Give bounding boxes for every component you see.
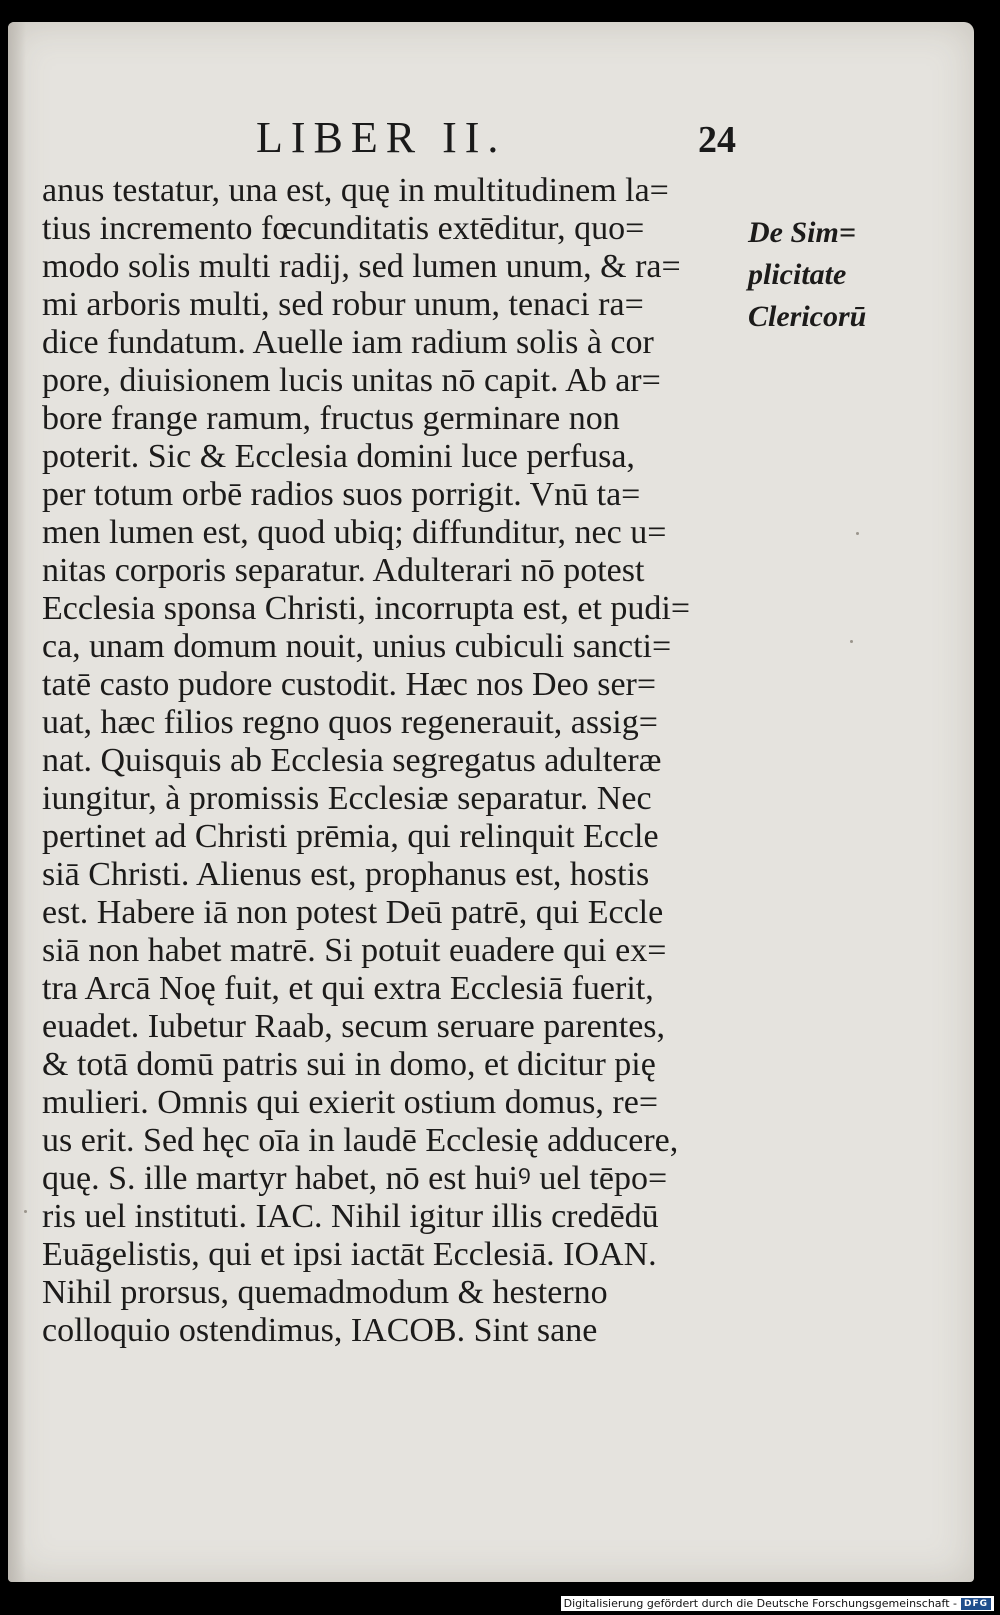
page-number: 24 — [698, 119, 736, 161]
text-line: tius incremento fœcunditatis extēditur, quo= — [42, 210, 645, 247]
text-line: euadet. Iubetur Raab, secum seruare parentes, — [42, 1008, 666, 1045]
marginal-note — [748, 212, 866, 338]
paper-speck — [856, 532, 859, 535]
text-line: siā non habet matrē. Si potuit euadere qui ex= — [42, 932, 667, 969]
text-line: ca, unam domum nouit, unius cubiculi sancti= — [42, 628, 672, 665]
text-line: nitas corporis separatur. Adulterari nō potest — [42, 552, 645, 589]
credit-text: Digitalisierung gefördert durch die Deutsche Forschungsgemeinschaft - — [563, 1597, 957, 1610]
text-line: per totum orbē radios suos porrigit. Vnū ta= — [42, 476, 641, 513]
page-gutter-shadow — [8, 22, 26, 1582]
text-line: colloquio ostendimus, IACOB. Sint sane — [42, 1312, 598, 1349]
text-line: men lumen est, quod ubiq; diffunditur, nec u= — [42, 514, 667, 551]
digitization-credit — [561, 1596, 994, 1611]
body-text — [42, 172, 758, 1350]
text-line: iungitur, à promissis Ecclesiæ separatur. Nec — [42, 780, 652, 817]
text-line: nat. Quisquis ab Ecclesia segregatus adulteræ — [42, 742, 662, 779]
text-line: mulieri. Omnis qui exierit ostium domus, re= — [42, 1084, 659, 1121]
text-line: poterit. Sic & Ecclesia domini luce perfusa, — [42, 438, 635, 475]
paper-speck — [850, 640, 853, 643]
text-line: ris uel instituti. IAC. Nihil igitur illis credēdū — [42, 1198, 659, 1235]
text-line: tatē casto pudore custodit. Hæc nos Deo ser= — [42, 666, 657, 703]
text-line: Euāgelistis, qui et ipsi iactāt Ecclesiā. IOAN. — [42, 1236, 657, 1273]
text-line: mi arboris multi, sed robur unum, tenaci ra= — [42, 286, 644, 323]
book-page — [8, 22, 974, 1582]
text-line: & totā domū patris sui in domo, et dicitur pię — [42, 1046, 656, 1083]
dfg-logo: DFG — [961, 1598, 991, 1610]
text-line: pore, diuisionem lucis unitas nō capit. Ab ar= — [42, 362, 661, 399]
text-line: Nihil prorsus, quemadmodum & hesterno — [42, 1274, 608, 1311]
text-line: modo solis multi radij, sed lumen unum, & ra= — [42, 248, 681, 285]
marginal-note-line: plicitate — [748, 258, 847, 291]
marginal-note-line: De Sim= — [748, 216, 856, 249]
text-line: uat, hæc filios regno quos regenerauit, assig= — [42, 704, 658, 741]
text-line: siā Christi. Alienus est, prophanus est, hostis — [42, 856, 650, 893]
text-line: bore frange ramum, fructus germinare non — [42, 400, 620, 437]
text-line: anus testatur, una est, quę in multitudinem la= — [42, 172, 669, 209]
running-head: LIBER II. — [256, 113, 507, 162]
paper-speck — [24, 1210, 27, 1213]
text-line: Ecclesia sponsa Christi, incorrupta est, et pudi= — [42, 590, 691, 627]
text-line: est. Habere iā non potest Deū patrē, qui Eccle — [42, 894, 664, 931]
text-line: pertinet ad Christi prēmia, qui relinquit Eccle — [42, 818, 659, 855]
marginal-note-line: Clericorū — [748, 300, 867, 333]
text-line: us erit. Sed hęc oīa in laudē Ecclesię adducere, — [42, 1122, 679, 1159]
text-line: dice fundatum. Auelle iam radium solis à cor — [42, 324, 654, 361]
text-line: tra Arcā Noę fuit, et qui extra Ecclesiā fuerit, — [42, 970, 654, 1007]
text-line: quę. S. ille martyr habet, nō est huiꝰ uel tēpo= — [42, 1160, 668, 1197]
